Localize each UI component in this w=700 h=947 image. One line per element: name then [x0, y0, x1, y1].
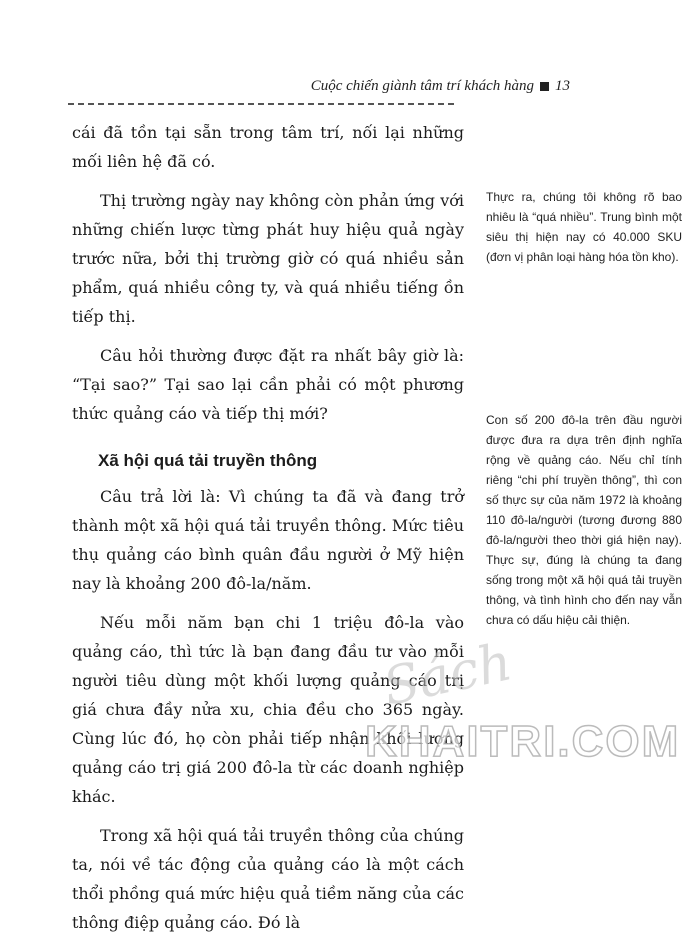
side-note-1: Thực ra, chúng tôi không rõ bao nhiêu là “quá nhiều”. Trung bình một siêu thị hiện nay có 40.000 SKU (đơn vị phân loại hàng hóa tồn kho).: [486, 190, 682, 264]
watermark-brand: KHAITRI.COM: [365, 717, 681, 766]
running-header: [150, 78, 570, 95]
paragraph-4: Câu trả lời là: Vì chúng ta đã và đang trở thành một xã hội quá tải truyền thông. Mức tiêu thụ quảng cáo bình quân đầu người ở Mỹ hiện nay là khoảng 200 đô-la/năm.: [72, 487, 464, 593]
paragraph-5: Nếu mỗi năm bạn chi 1 triệu đô-la vào quảng cáo, thì tức là bạn đang đầu tư vào mỗi người tiêu dùng một khối lượng quảng cáo trị giá chưa đầy nửa xu, chia đều cho 365 ngày. Cùng lúc đó, họ còn phải tiếp nhận khối lượng quảng cáo trị giá 200 đô-la từ các doanh nghiệp khác.: [72, 613, 464, 806]
paragraph-6: Trong xã hội quá tải truyền thông của chúng ta, nói về tác động của quảng cáo là một cách thổi phồng quá mức hiệu quả tiềm năng của các thông điệp quảng cáo. Đó là: [72, 826, 464, 932]
running-title: Cuộc chiến giành tâm trí khách hàng: [310, 78, 534, 94]
paragraph-3: Câu hỏi thường được đặt ra nhất bây giờ là: “Tại sao?” Tại sao lại cần phải có một phương thức quảng cáo và tiếp thị mới?: [72, 346, 464, 423]
side-note-2: Con số 200 đô-la trên đầu người được đưa ra dựa trên định nghĩa rộng về quảng cáo. Nếu chỉ tính riêng “chi phí truyền thông”, thì con số thực sự của năm 1972 là khoảng 110 đô-la/người (tương đương 880 đô-la/người theo thời giá hiện nay). Thực sự, đúng là chúng ta đang sống trong một xã hội quá tải truyền thông, và tình hình cho đến nay vẫn chưa có dấu hiệu cải thiện.: [486, 413, 682, 627]
paragraph-1: cái đã tồn tại sẵn trong tâm trí, nối lại những mối liên hệ đã có.: [72, 123, 464, 171]
square-bullet-icon: [540, 82, 549, 91]
section-heading: Xã hội quá tải truyền thông: [98, 451, 318, 470]
page-number: 13: [555, 78, 570, 94]
watermark-script: Sách: [378, 632, 518, 718]
header-divider: [68, 103, 454, 105]
main-text-column: [72, 118, 464, 947]
paragraph-2: Thị trường ngày nay không còn phản ứng với những chiến lược từng phát huy hiệu quả ngày trước nữa, bởi thị trường giờ có quá nhiều sản phẩm, quá nhiều công ty, và quá nhiều tiếng ồn tiếp thị.: [72, 191, 464, 326]
